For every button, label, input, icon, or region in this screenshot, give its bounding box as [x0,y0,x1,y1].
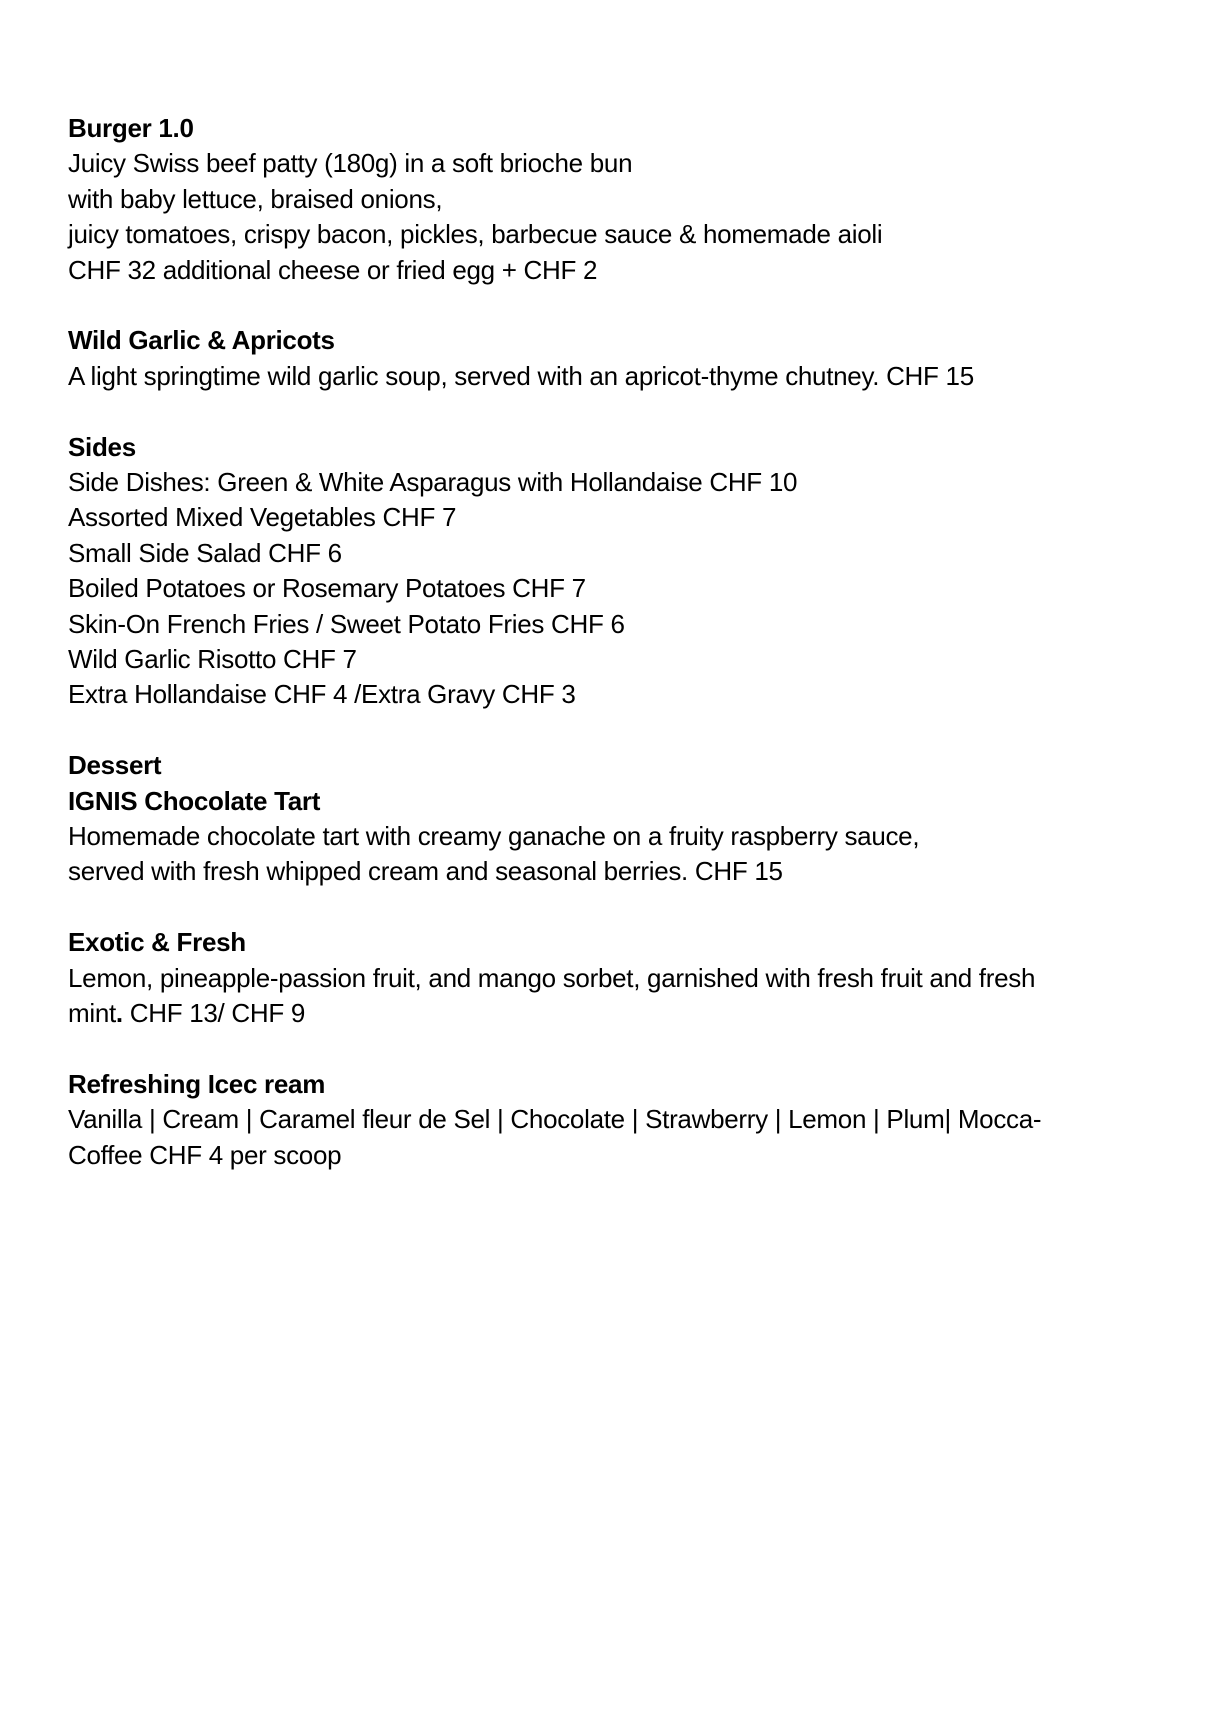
menu-line-price: CHF 32 additional cheese or fried egg + CHF 2 [68,254,598,285]
menu-line [68,996,1182,1031]
section-title-burger: Burger 1.0 [68,113,194,143]
menu-line-fragment-bold-period: . [115,998,123,1029]
menu-line: Boiled Potatoes or Rosemary Potatoes CHF 7 [68,573,586,604]
menu-line: Side Dishes: Green & White Asparagus with Hollandaise CHF 10 [68,467,798,498]
section-title-sides: Sides [68,431,136,462]
menu-line: juicy tomatoes, crispy bacon, pickles, barbecue sauce & homemade aioli [68,219,883,250]
section-wild-garlic-apricots [68,323,1182,394]
menu-line: Vanilla | Cream | Caramel fleur de Sel | Chocolate | Strawberry | Lemon | Plum| Mocca- [68,1104,1042,1135]
menu-line: A light springtime wild garlic soup, served with an apricot-thyme chutney. CHF 15 [68,360,974,391]
section-title-dessert: Dessert [68,750,162,781]
section-title-wild-garlic-apricots: Wild Garlic & Apricots [68,325,335,356]
menu-line-fragment: mint [68,998,116,1029]
menu-line: Coffee CHF 4 per scoop [68,1139,342,1170]
menu-line: Extra Hollandaise CHF 4 /Extra Gravy CHF 3 [68,679,576,710]
menu-line: Small Side Salad CHF 6 [68,537,342,568]
section-title-ice-cream: Refreshing Icec ream [68,1068,326,1099]
menu-line: Assorted Mixed Vegetables CHF 7 [68,502,457,533]
menu-line: Wild Garlic Risotto CHF 7 [68,644,357,675]
menu-line: served with fresh whipped cream and seasonal berries. CHF 15 [68,856,783,887]
menu-line-fragment: CHF 13/ CHF 9 [122,998,306,1029]
section-exotic-fresh [68,925,1182,1031]
section-burger [68,111,1182,288]
menu-line: Homemade chocolate tart with creamy ganache on a fruity raspberry sauce, [68,821,920,852]
dish-title-ignis-chocolate-tart: IGNIS Chocolate Tart [68,785,321,816]
menu-line: Juicy Swiss beef patty (180g) in a soft brioche bun [68,148,633,179]
section-dessert [68,748,1182,890]
menu-line: with baby lettuce, braised onions, [68,183,443,214]
section-sides [68,430,1182,713]
section-ice-cream [68,1067,1182,1173]
section-title-exotic-fresh: Exotic & Fresh [68,927,246,958]
menu-line: Lemon, pineapple-passion fruit, and mango sorbet, garnished with fresh fruit and fresh [68,962,1036,993]
menu-line: Skin-On French Fries / Sweet Potato Fries CHF 6 [68,608,625,639]
